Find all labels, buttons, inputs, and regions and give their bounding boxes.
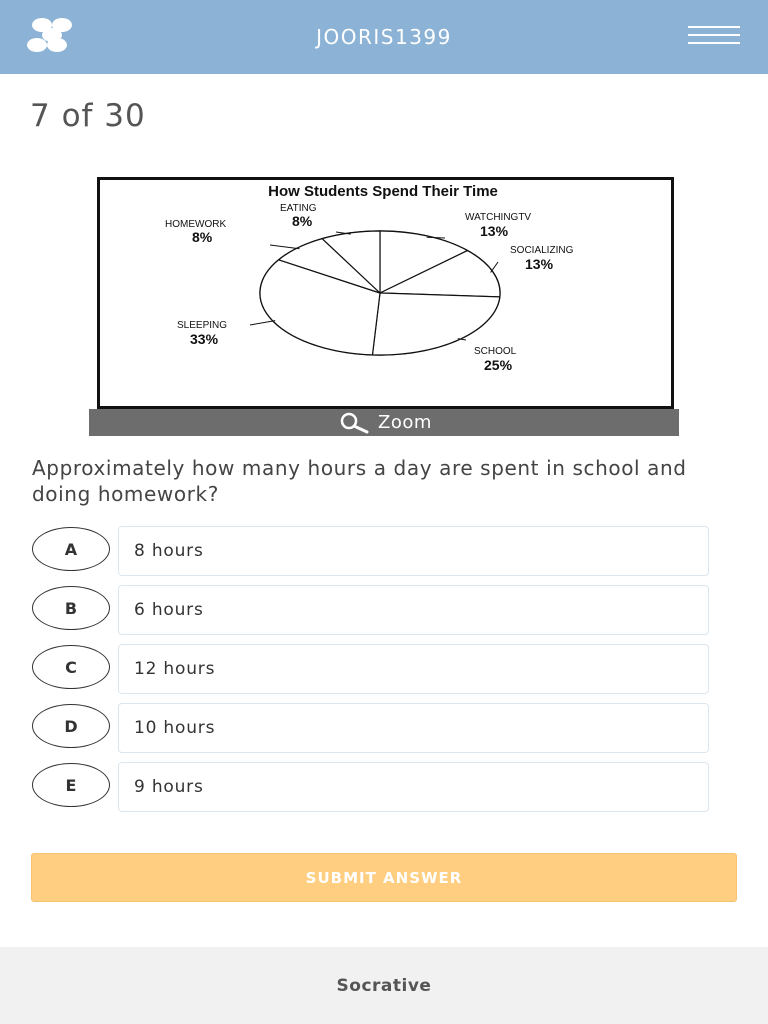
magnifier-icon: [336, 412, 370, 434]
slice-label: HOMEWORK: [165, 219, 227, 230]
question-progress: 7 of 30: [30, 98, 146, 134]
slice-percent: 13%: [480, 223, 509, 239]
option-letter[interactable]: A: [32, 527, 110, 571]
option-answer[interactable]: 10 hours: [118, 703, 709, 753]
slice-percent: 33%: [190, 331, 219, 347]
slice-label: EATING: [280, 203, 317, 214]
option-answer[interactable]: 9 hours: [118, 762, 709, 812]
slice-leader-line: [270, 245, 299, 249]
question-image[interactable]: [97, 177, 674, 409]
chart-title: How Students Spend Their Time: [268, 183, 498, 200]
hamburger-menu-icon[interactable]: [688, 26, 740, 48]
pie-chart: [100, 180, 671, 406]
option-e[interactable]: [32, 762, 709, 812]
option-a[interactable]: [32, 526, 709, 576]
slice-percent: 8%: [292, 213, 313, 229]
option-d[interactable]: [32, 703, 709, 753]
footer-brand: Socrative: [0, 947, 768, 1024]
option-letter[interactable]: D: [32, 704, 110, 748]
slice-label: SCHOOL: [474, 346, 517, 357]
slice-percent: 25%: [484, 357, 513, 373]
student-name: JOORIS1399: [316, 25, 452, 49]
top-bar: [0, 0, 768, 74]
slice-leader-line: [491, 262, 498, 272]
option-answer[interactable]: 6 hours: [118, 585, 709, 635]
slice-label: SOCIALIZING: [510, 245, 574, 256]
submit-answer-button[interactable]: SUBMIT ANSWER: [31, 853, 737, 902]
option-letter[interactable]: B: [32, 586, 110, 630]
option-b[interactable]: [32, 585, 709, 635]
option-letter[interactable]: C: [32, 645, 110, 689]
option-answer[interactable]: 8 hours: [118, 526, 709, 576]
slice-leader-line: [250, 321, 275, 325]
question-text: Approximately how many hours a day are spent in school and doing homework?: [32, 456, 687, 506]
slice-percent: 13%: [525, 256, 554, 272]
slice-label: SLEEPING: [177, 320, 228, 331]
slice-percent: 8%: [192, 229, 213, 245]
option-c[interactable]: [32, 644, 709, 694]
zoom-label: Zoom: [378, 412, 432, 433]
socrative-logo-icon[interactable]: [27, 17, 77, 53]
option-answer[interactable]: 12 hours: [118, 644, 709, 694]
zoom-button[interactable]: [89, 409, 679, 436]
option-letter[interactable]: E: [32, 763, 110, 807]
slice-label: WATCHINGTV: [465, 212, 532, 223]
